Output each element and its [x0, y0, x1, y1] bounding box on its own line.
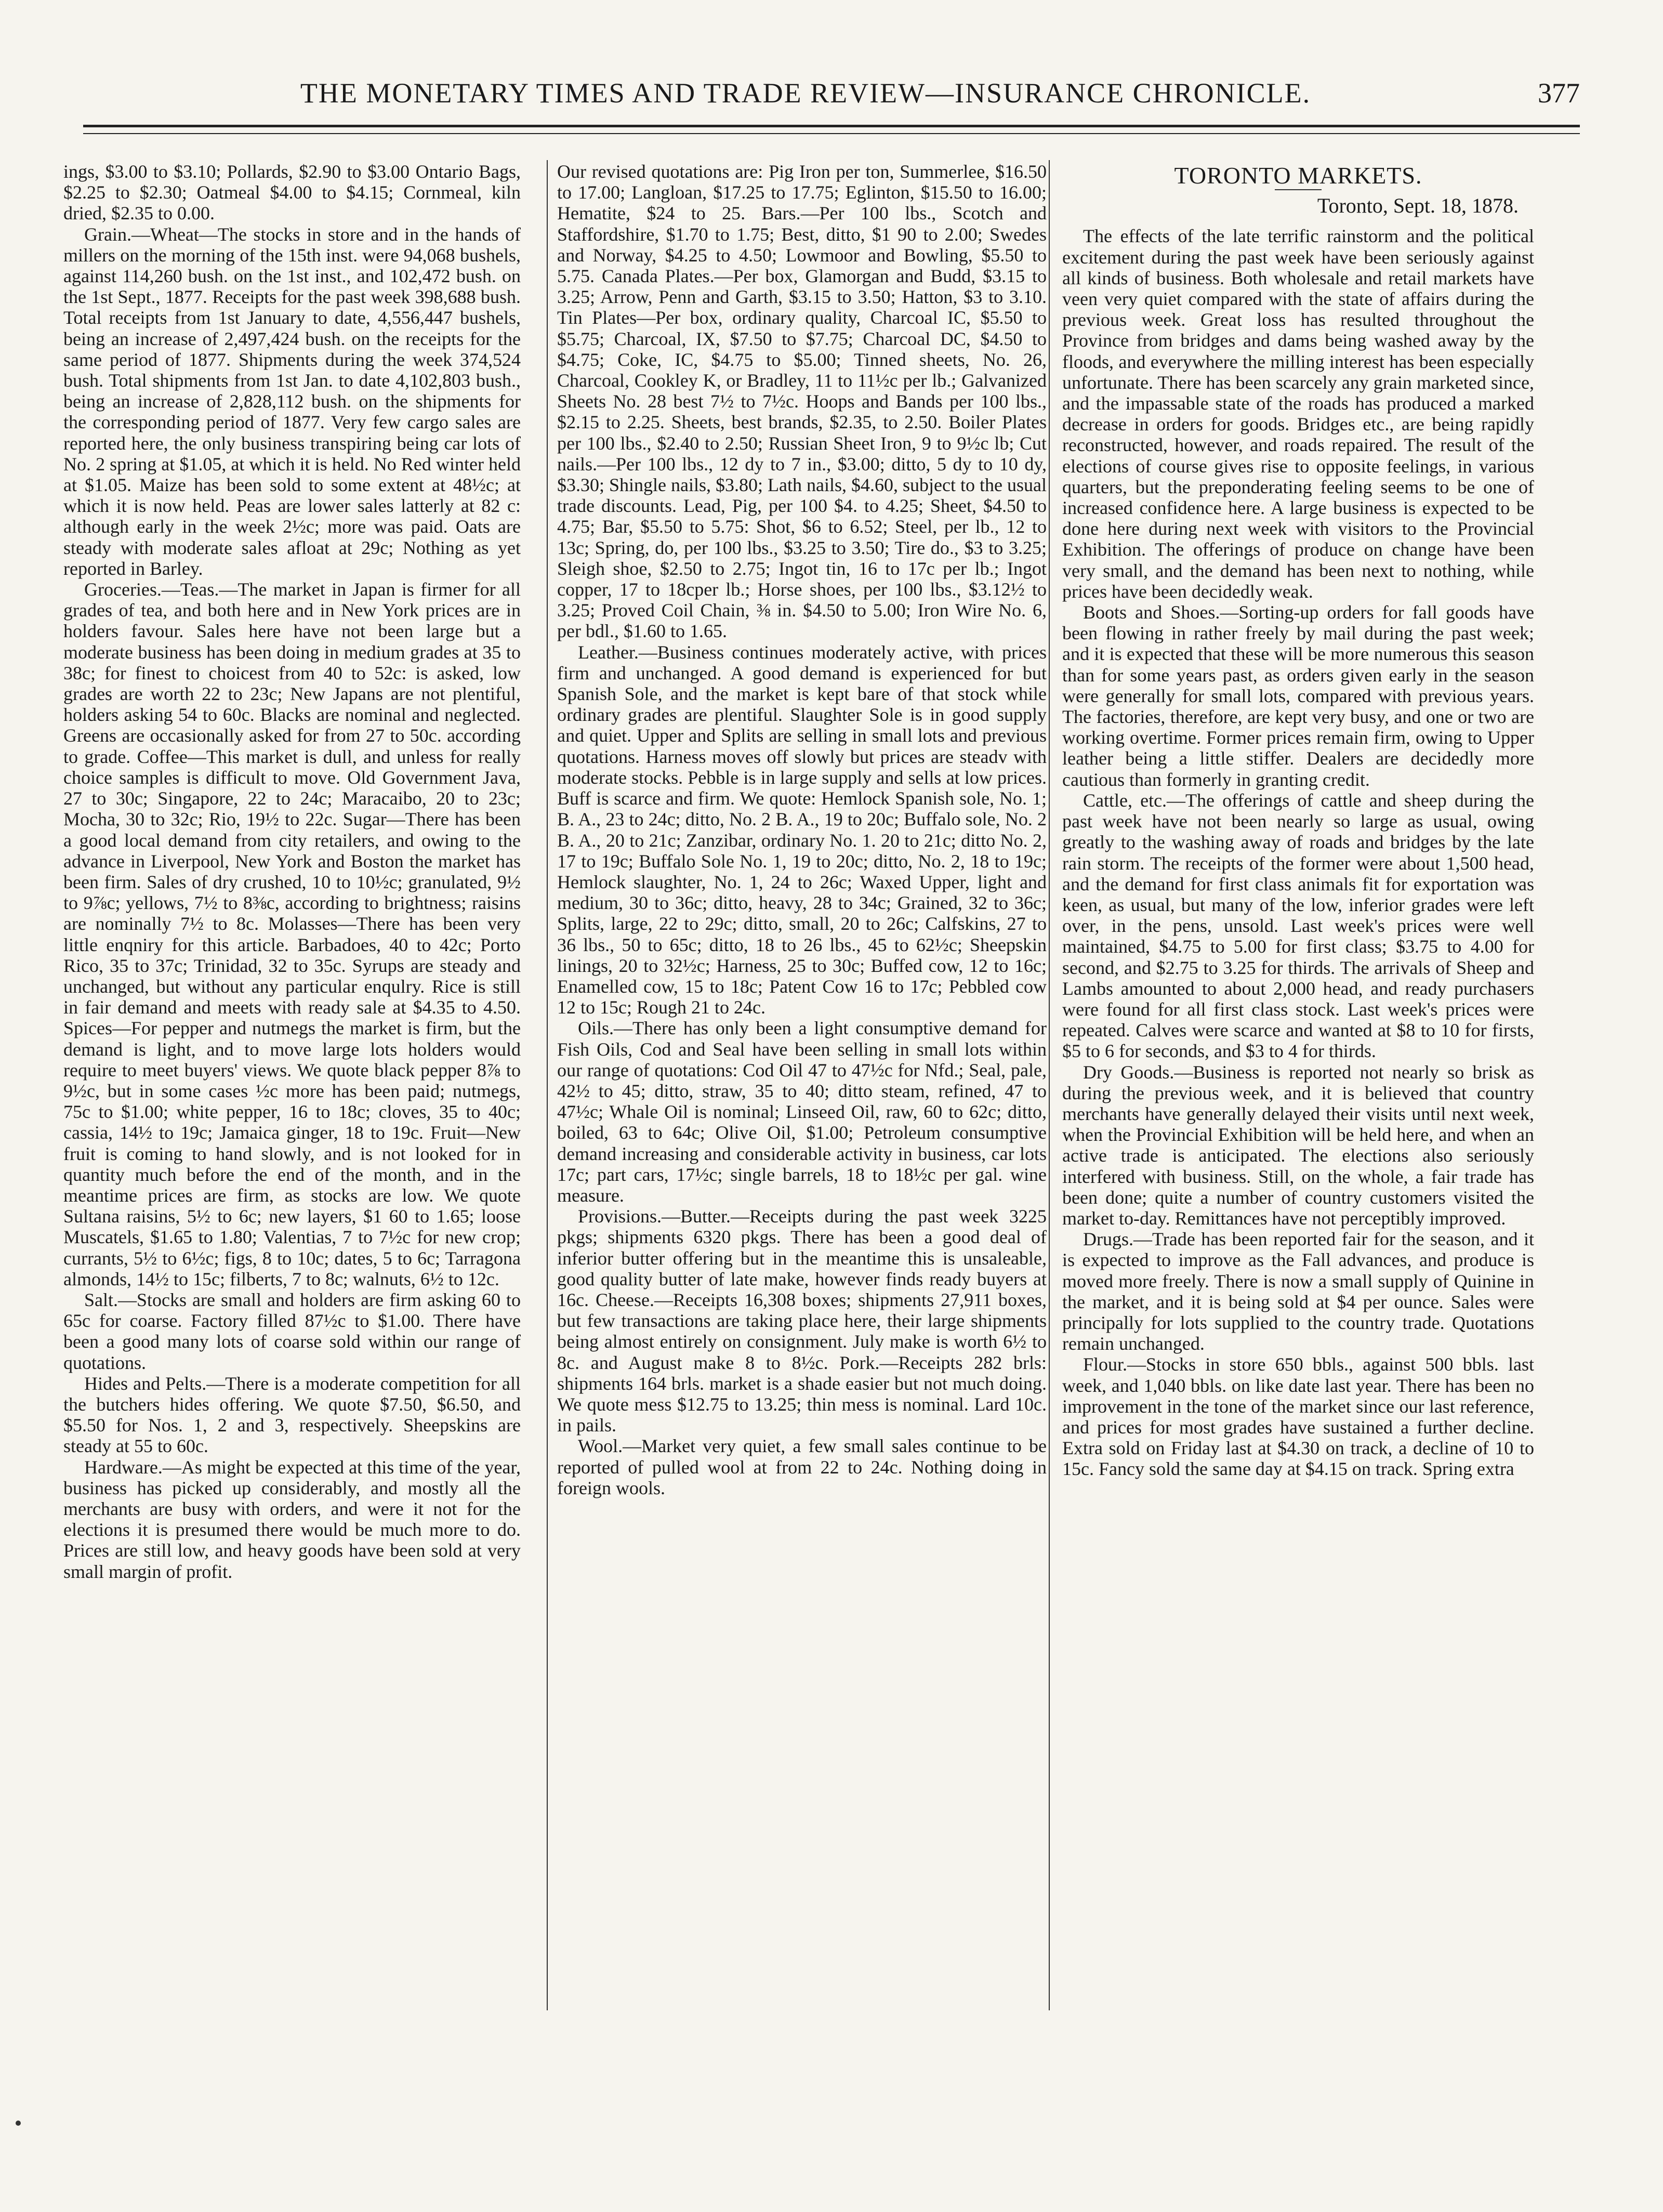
article-dry-goods: Dry Goods.—Business is reported not nearly so brisk as during the previous week, and it is believed that country merchants have generally delayed their visits until next week, when the Provincial Exhibition will be held here, and when an active trade is anticipated. The elections also seriously interfered with business. Still, on the whole, a fair trade has been done; quite a number of country customers visited the market to-day. Remittances have not perceptibly improved.	[1062, 1061, 1534, 1229]
article-boots-and-shoes: Boots and Shoes.—Sorting-up orders for fall goods have been flowing in rather freely by mail during the past week; and it is expected that these will be more numerous this season than for some years past, as orders given early in the season were generally for small lots, compared with previous years. The factories, therefore, are kept very busy, and one or two are working overtime. Former prices remain firm, owing to Upper leather being a little stiffer. Dealers are decidedly more cautious than formerly in granting credit.	[1062, 602, 1534, 790]
masthead-title: THE MONETARY TIMES AND TRADE REVIEW—INSURANCE CHRONICLE.	[300, 77, 1311, 109]
dateline: Toronto, Sept. 18, 1878.	[1317, 194, 1519, 218]
article-oils: Oils.—There has only been a light consumptive demand for Fish Oils, Cod and Seal have been selling in small lots within our range of quotations: Cod Oil 47 to 47½c for Nfd.; Seal, pale, 42½ to 45; ditto, straw, 35 to 40; ditto steam, refined, 47 to 47½c; Whale Oil is nominal; Linseed Oil, raw, 60 to 62c; ditto, boiled, 63 to 64c; Olive Oil, $1.00; Petroleum consumptive demand increasing and considerable activity in business, car lots 17c; part cars, 17½c; single barrels, 18 to 18½c per gal. wine measure.	[557, 1018, 1047, 1206]
article-cattle: Cattle, etc.—The offerings of cattle and sheep during the past week have not been nearly so large as usual, owing greatly to the washing away of roads and bridges by the late rain storm. The receipts of the former were about 1,500 head, and the demand for first class animals fit for exportation was keen, as usual, but many of the low, inferior grades were left over, in the pens, unsold. Last week's prices were well maintained, $4.75 to 5.00 for first class; $3.75 to 4.00 for second, and $2.75 to 3.25 for thirds. The arrivals of Sheep and Lambs amounted to about 2,000 head, and ready purchasers were found for all first class stock. Last week's prices were repeated. Calves were scarce and wanted at $8 to 10 for firsts, $5 to 6 for seconds, and $3 to 4 for thirds.	[1062, 789, 1534, 1062]
section-title: TORONTO MARKETS.	[1174, 162, 1422, 189]
section-rule	[1275, 189, 1322, 190]
article-hardware: Hardware.—As might be expected at this time of the year, business has picked up considerably, and mostly all the merchants are busy with orders, and were it not for the elections it is presumed there would be much more to do. Prices are still low, and heavy goods have been sold at very small margin of profit.	[63, 1456, 521, 1582]
article-groceries: Groceries.—Teas.—The market in Japan is firmer for all grades of tea, and both here and in New York prices are in holders favour. Sales here have not been large but a moderate business has been doing in medium grades at 35 to 38c; for finest to choicest from 40 to 52c: is asked, low grades are worth 22 to 23c; New Japans are not plentiful, holders asking 54 to 60c. Blacks are nominal and neglected. Greens are occasionally asked for from 27 to 50c. according to grade. Coffee—This market is dull, and unless for really choice samples is difficult to move. Old Government Java, 27 to 30c; Singapore, 22 to 24c; Maracaibo, 20 to 23c; Mocha, 30 to 32c; Rio, 19½ to 22c. Sugar—There has been a good local demand from city retailers, and owing to the advance in Liverpool, New York and Boston the market has been firm. Sales of dry crushed, 10 to 10½c; granulated, 9½ to 9⅞c; yellows, 7½ to 8⅜c, according to brightness; raisins are nominally 7½ to 8c. Molasses—There has been very little enqniry for this article. Barbadoes, 40 to 42c; Porto Rico, 35 to 37c; Trinidad, 32 to 35c. Syrups are steady and unchanged, but without any particular enqulry. Rice is still in fair demand and meets with ready sale at $4.35 to 4.50. Spices—For pepper and nutmegs the market is firm, but the demand is light, and to move large lots holders would require to meet buyers' views. We quote black pepper 8⅞ to 9½c, but in some cases ½c more has been paid; nutmegs, 75c to $1.00; white pepper, 16 to 18c; cloves, 35 to 40c; cassia, 14½ to 19c; Jamaica ginger, 18 to 19c. Fruit—New fruit is coming to hand slowly, and is not looked for in quantity much before the end of the month, and in the meantime prices are firm, as stocks are low. We quote Sultana raisins, 5½ to 6c; new layers, $1 60 to 1.65; loose Muscatels, $1.65 to 1.80; Valentias, 7 to 7½c for new crop; currants, 5½ to 6½c; figs, 8 to 10c; dates, 5 to 6c; Tarragona almonds, 14½ to 15c; filberts, 7 to 8c; walnuts, 6½ to 12c.	[63, 579, 521, 1289]
article-paragraph: ings, $3.00 to $3.10; Pollards, $2.90 to $3.00 Ontario Bags, $2.25 to $2.30; Oatmeal $4.00 to $4.15; Cornmeal, kiln dried, $2.35 to 0.00.	[63, 161, 521, 224]
article-wool: Wool.—Market very quiet, a few small sales continue to be reported of pulled wool at from 22 to 24c. Nothing doing in foreign wools.	[557, 1436, 1047, 1498]
article-flour: Flour.—Stocks in store 650 bbls., against 500 bbls. last week, and 1,040 bbls. on like date last year. There has been no improvement in the tone of the market since our last reference, and prices for most grades have sustained a further decline. Extra sold on Friday last at $4.30 on track, a decline of 10 to 15c. Fancy sold the same day at $4.15 on track. Spring extra	[1062, 1354, 1534, 1480]
page-header	[83, 77, 1580, 118]
article-drugs: Drugs.—Trade has been reported fair for the season, and it is expected to improve as the Fall advances, and produce is moved more freely. There is now a small supply of Quinine in the market, and it is being sold at $4 per ounce. Sales were principally for lots supplied to the country trade. Quotations remain unchanged.	[1062, 1229, 1534, 1354]
column-2	[557, 161, 1047, 2011]
article-grain: Grain.—Wheat—The stocks in store and in the hands of millers on the morning of the 15th inst. were 94,068 bushels, against 114,260 bush. on the 1st inst., and 102,472 bush. on the 1st Sept., 1877. Receipts for the past week 398,688 bush. Total receipts from 1st January to date, 4,556,447 bushels, being an increase of 2,497,424 bush. on the receipts for the same period of 1877. Shipments during the week 374,524 bush. Total shipments from 1st Jan. to date 4,102,803 bush., being an increase of 2,828,112 bush. on the shipments for the corresponding period of 1877. Very few cargo sales are reported here, the only business transpiring being car lots of No. 2 spring at $1.05, at which it is held. No Red winter held at $1.05. Maize has been sold to some extent at 48½c; at which it is now held. Peas are lower sales latterly at 82 c: although early in the week 2½c; more was paid. Oats are steady with moderate sales afloat at 29c; Nothing as yet reported in Barley.	[63, 223, 521, 579]
column-divider	[1049, 160, 1050, 2010]
column-divider	[547, 160, 548, 2010]
print-speck	[16, 2121, 21, 2126]
header-rule-thick	[83, 125, 1580, 127]
article-leather: Leather.—Business continues moderately active, with prices firm and unchanged. A good demand is experienced for but Spanish Sole, and the market is kept bare of that stock while ordinary grades are plentiful. Slaughter Sole is in good supply and quiet. Upper and Splits are selling in small lots and previous quotations. Harness moves off slowly but prices are steadv with moderate stocks. Pebble is in large supply and sells at low prices. Buff is scarce and firm. We quote: Hemlock Spanish sole, No. 1; B. A., 23 to 24c; ditto, No. 2 B. A., 19 to 20c; Buffalo sole, No. 2 B. A., 20 to 21c; Zanzibar, ordinary No. 1. 20 to 21c; ditto No. 2, 17 to 19c; Buffalo Sole No. 1, 19 to 20c; ditto, No. 2, 18 to 19c; Hemlock slaughter, No. 1, 24 to 26c; Waxed Upper, light and medium, 30 to 36c; ditto, heavy, 28 to 34c; Grained, 32 to 36c; Splits, large, 22 to 29c; ditto, small, 20 to 26c; Calfskins, 27 to 36 lbs., 50 to 65c; ditto, 18 to 26 lbs., 45 to 62½c; Sheepskin linings, 20 to 32½c; Harness, 25 to 30c; Buffed cow, 12 to 16c; Enamelled cow, 15 to 18c; Patent Cow 16 to 17c; Pebbled cow 12 to 15c; Rough 21 to 24c.	[557, 641, 1047, 1018]
article-hides-and-pelts: Hides and Pelts.—There is a moderate competition for all the butchers hides offering. We quote $7.50, $6.50, and $5.50 for Nos. 1, 2 and 3, respectively. Sheepskins are steady at 55 to 60c.	[63, 1373, 521, 1457]
article-iron-quotations: Our revised quotations are: Pig Iron per ton, Summerlee, $16.50 to 17.00; Langloan, $17.25 to 17.75; Eglinton, $15.50 to 16.00; Hematite, $24 to 25. Bars.—Per 100 lbs., Scotch and Staffordshire, $1.70 to 1.75; Best, ditto, $1 90 to 2.00; Swedes and Norway, $4.25 to 4.50; Lowmoor and Bowling, $5.50 to 5.75. Canada Plates.—Per box, Glamorgan and Budd, $3.15 to 3.25; Arrow, Penn and Garth, $3.15 to 3.50; Hatton, $3 to 3.10. Tin Plates—Per box, ordinary quality, Charcoal IC, $5.50 to $5.75; Charcoal, IX, $7.50 to $7.75; Charcoal DC, $4.50 to $4.75; Coke, IC, $4.75 to $5.00; Tinned sheets, No. 26, Charcoal, Cookley K, or Bradley, 11 to 11½c per lb.; Galvanized Sheets No. 28 best 7½ to 7½c. Hoops and Bands per 100 lbs., $2.15 to 2.25. Sheets, best brands, $2.35, to 2.50. Boiler Plates per 100 lbs., $2.40 to 2.50; Russian Sheet Iron, 9 to 9½c lb; Cut nails.—Per 100 lbs., 12 dy to 7 in., $3.00; ditto, 5 dy to 10 dy, $3.30; Shingle nails, $3.80; Lath nails, $4.60, subject to the usual trade discounts. Lead, Pig, per 100 $4. to 4.25; Sheet, $4.50 to 4.75; Bar, $5.50 to 5.75: Shot, $6 to 6.52; Steel, per lb., 12 to 13c; Spring, do, per 100 lbs., $3.25 to 3.50; Tire do., $3 to 3.25; Sleigh shoe, $2.50 to 2.75; Ingot tin, 16 to 17c per lb.; Ingot copper, 17 to 18cper lb.; Horse shoes, per 100 lbs., $3.12½ to 3.25; Proved Coil Chain, ⅜ in. $4.50 to 5.00; Iron Wire No. 6, per bdl., $1.60 to 1.65.	[557, 161, 1047, 642]
column-3	[1062, 161, 1534, 2011]
page-number: 377	[1538, 77, 1580, 109]
article-provisions: Provisions.—Butter.—Receipts during the past week 3225 pkgs; shipments 6320 pkgs. There has been a good deal of inferior butter offering but in the meantime this is unsaleable, good quality butter of late make, however finds ready buyers at 16c. Cheese.—Receipts 16,308 boxes; shipments 27,911 boxes, but few transactions are taking place here, their large shipments being almost entirely on consignment. July make is worth 6½ to 8c. and August make 8 to 8½c. Pork.—Receipts 282 brls: shipments 164 brls. market is a shade easier but not much doing. We quote mess $12.75 to 13.25; thin mess is nominal. Lard 10c. in pails.	[557, 1206, 1047, 1436]
article-salt: Salt.—Stocks are small and holders are firm asking 60 to 65c for coarse. Factory filled 87½c to $1.00. There have been a good many lots of coarse sold within our range of quotations.	[63, 1289, 521, 1373]
article-markets-intro: The effects of the late terrific rainstorm and the political excitement during the past week have been seriously against all kinds of business. Both wholesale and retail markets have veen very quiet compared with the state of affairs during the previous week. Great loss has resulted throughout the Province from bridges and dams being washed away by the floods, and everywhere the milling interest has been especially unfortunate. There has been scarcely any grain marketed since, and the impassable state of the roads has produced a marked decrease in orders for goods. Bridges etc., are being rapidly reconstructed, however, and roads repaired. The result of the elections of course gives rise to opposite feelings, in various quarters, but the preponderating feeling seems to be one of increased confidence here. A large business is expected to be done here during next week with visitors to the Provincial Exhibition. The offerings of produce on change have been very small, and the demand has been next to nothing, while prices have been decidedly weak.	[1062, 226, 1534, 602]
header-rule-thin	[83, 133, 1580, 134]
column-1	[63, 161, 521, 2011]
